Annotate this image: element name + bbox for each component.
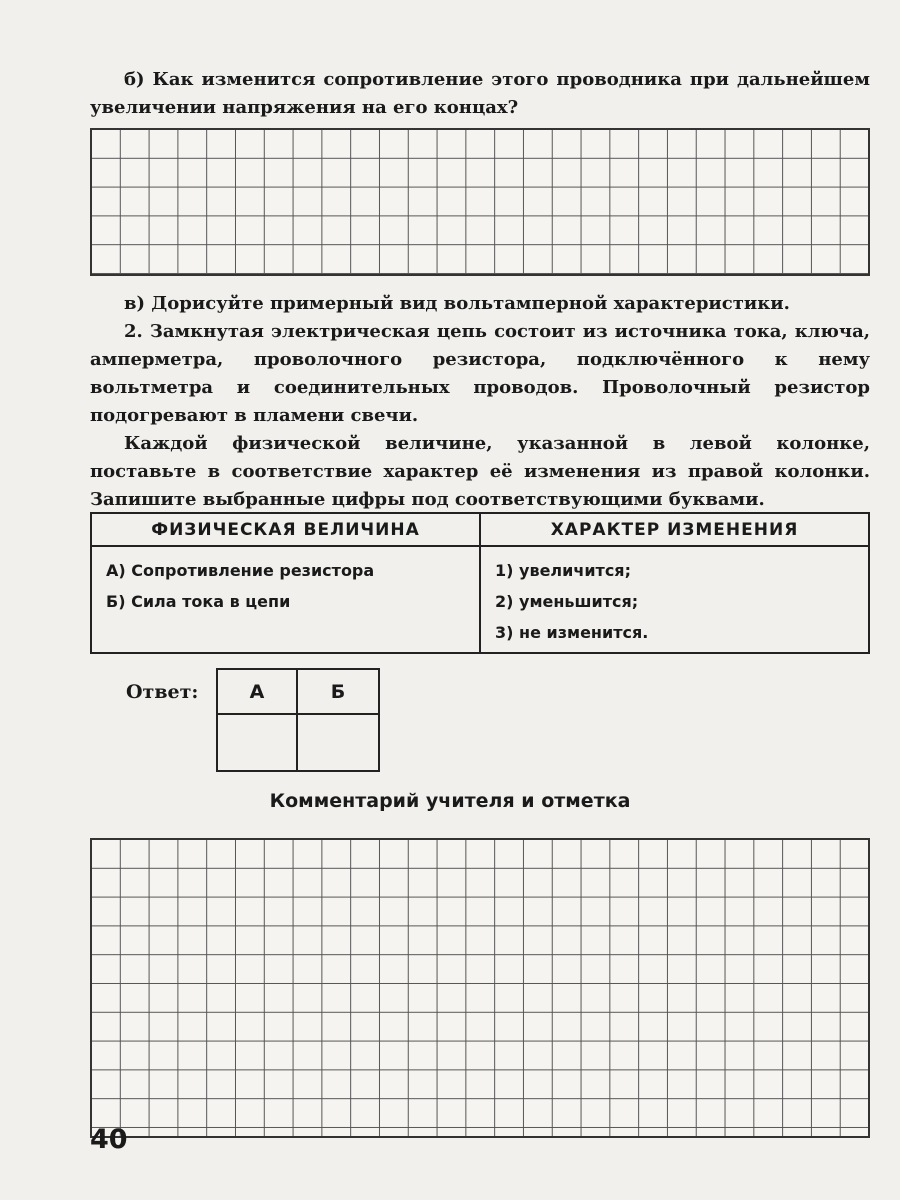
answer-header-a: А [218, 670, 298, 715]
answer-cell-b[interactable] [298, 715, 378, 770]
right-column [481, 547, 868, 652]
left-column-header: ФИЗИЧЕСКАЯ ВЕЛИЧИНА [92, 514, 481, 545]
right-item-2: 2) уменьшится; [495, 592, 639, 611]
question-v-text: в) Дорисуйте примерный вид вольтамперной характеристики. [124, 293, 790, 314]
task2-text: 2. Замкнутая электрическая цепь состоит из источника тока, ключа, амперметра, проволочного резистора, подключённого к нему вольтметра и соединительных проводов. Проволочный резистор подогревают в пламени свечи. [90, 321, 870, 426]
matching-table-header [92, 514, 868, 547]
right-item-3: 3) не изменится. [495, 623, 649, 642]
task-block [90, 290, 870, 514]
right-item-1: 1) увеличится; [495, 561, 631, 580]
answer-label: Ответ: [126, 681, 199, 703]
left-item-b: Б) Сила тока в цепи [106, 592, 291, 611]
matching-table-body [92, 547, 868, 652]
matching-table [90, 512, 870, 654]
answer-cell-a[interactable] [218, 715, 298, 770]
page-number: 40 [90, 1124, 128, 1155]
task2-instruction: Каждой физической величине, указанной в левой колонке, поставьте в соответствие характер её изменения из правой колонки. Запишите выбранные цифры под соответствующими буквами. [90, 433, 870, 510]
question-b-block [90, 66, 870, 122]
left-item-a: А) Сопротивление резистора [106, 561, 375, 580]
teacher-comment-title: Комментарий учителя и отметка [269, 790, 631, 812]
answer-grid-top[interactable] [90, 128, 870, 276]
question-b-text: б) Как изменится сопротивление этого проводника при дальнейшем увеличении напряжения на его концах? [90, 69, 870, 118]
answer-header-b: Б [298, 670, 378, 715]
left-column [92, 547, 481, 652]
teacher-comment-grid[interactable] [90, 838, 870, 1138]
right-column-header: ХАРАКТЕР ИЗМЕНЕНИЯ [550, 519, 799, 540]
answer-table [216, 668, 380, 772]
